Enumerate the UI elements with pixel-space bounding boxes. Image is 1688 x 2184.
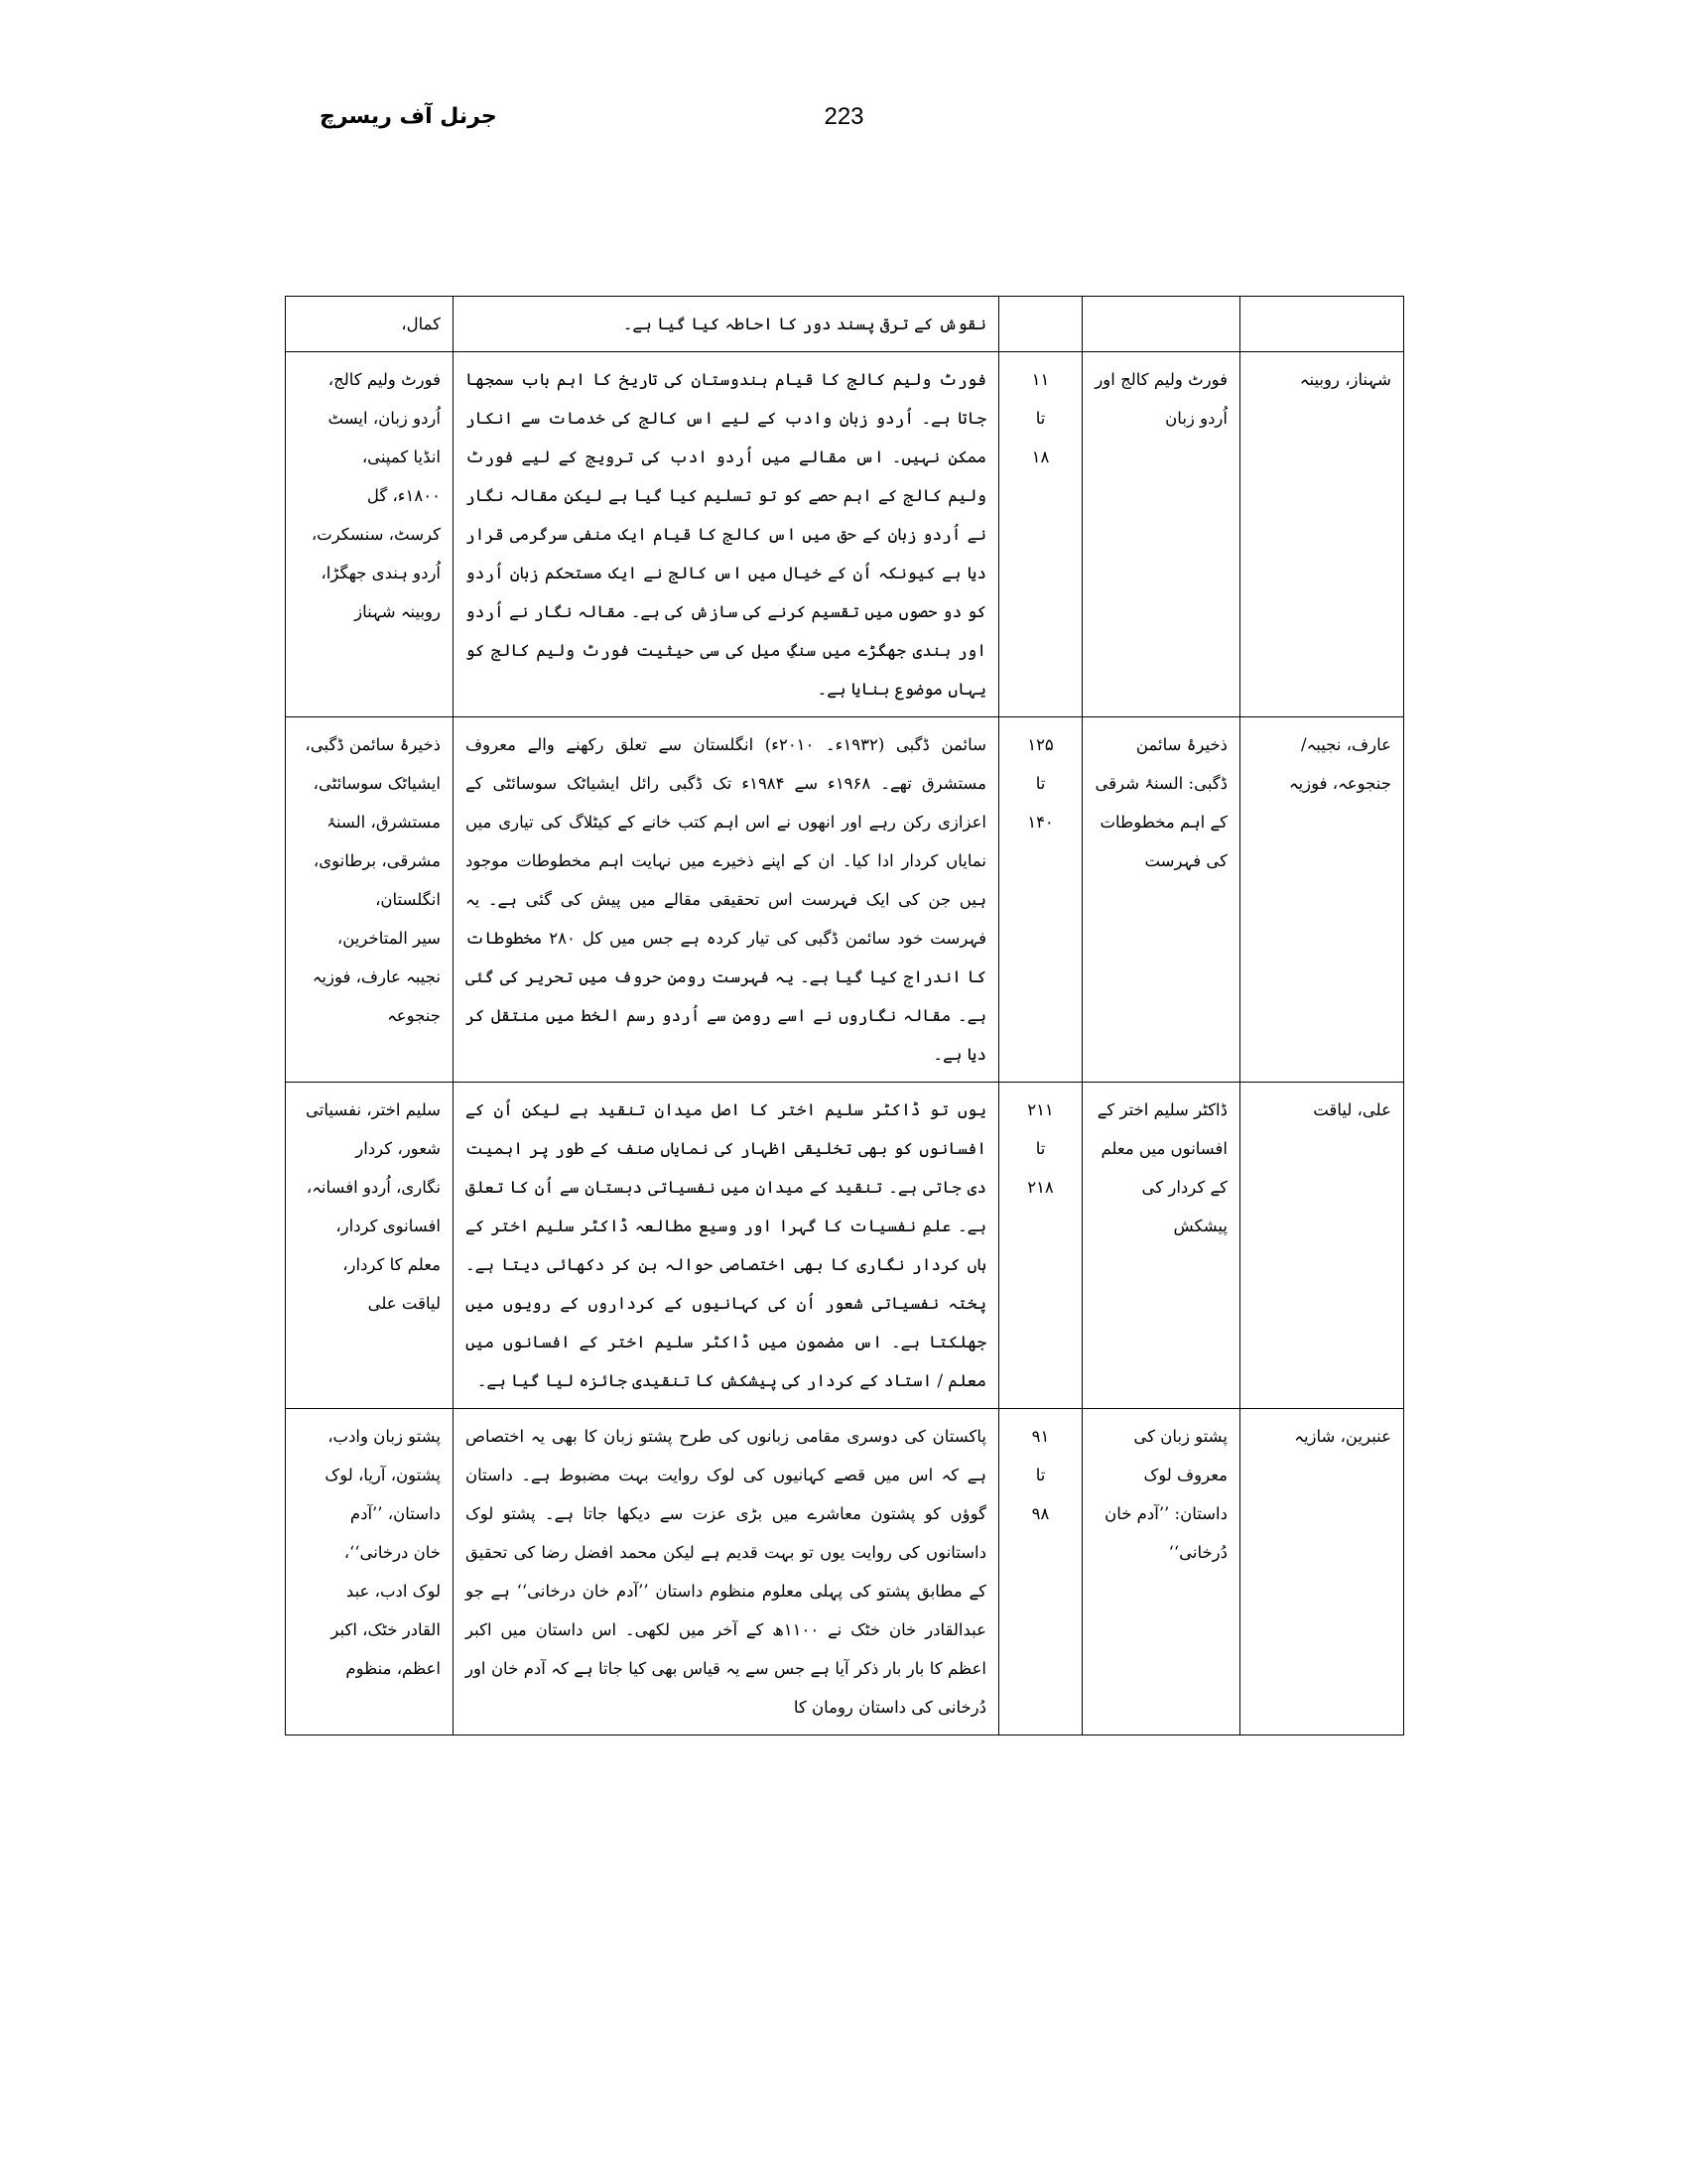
author-cell: علی، لیاقت (1240, 1083, 1404, 1409)
page-range-part: ۱۴۰ (1027, 813, 1054, 832)
pages-cell (999, 717, 1083, 1083)
keyword-line: روبینہ شہناز (354, 602, 441, 621)
keyword-line: لیاقت علی (367, 1294, 441, 1313)
page-range-part: ۲۱۱ (1027, 1100, 1054, 1119)
keyword-line: سیر المتاخرین، (336, 929, 441, 948)
pages-cell (999, 352, 1083, 717)
keyword-line: لوک ادب، عبد (345, 1582, 441, 1601)
keywords-cell (286, 297, 454, 352)
keyword-line: ذخیرۂ سائمن ڈگبی، (305, 735, 441, 754)
keyword-line: معلم کا کردار، (342, 1255, 441, 1274)
page-number: 223 (824, 103, 864, 130)
author-cell: عنبرین، شازیہ (1240, 1409, 1404, 1735)
keywords-cell (286, 352, 454, 717)
keyword-line: کرسٹ، سنسکرت، (311, 525, 441, 544)
abstract-cell: یوں تو ڈاکٹر سلیم اختر کا اصل میدان تنقید ہے لیکن اُن کے افسانوں کو بھی تخلیقی اظہار کی نمایاں صنف کے طور پر اہمیت دی جاتی ہے۔ تنقید کے میدان میں نفسیاتی دبستان سے اُن کا تعلق ہے۔ علمِ نفسیات کا گہرا اور وسیع مطالعہ ڈاکٹر سلیم اختر کے ہاں کردار نگاری کا بھی اختصاصی حوالہ بن کر دکھائی دیتا ہے۔ پختہ نفسیاتی شعور اُن کی کہانیوں کے کرداروں کے رویوں میں جھلکتا ہے۔ اس مضمون میں ڈاکٹر سلیم اختر کے افسانوں میں معلم / استاد کے کردار کی پیشکش کا تنقیدی جائزہ لیا گیا ہے۔ (454, 1083, 999, 1409)
journal-title: جرنل آف ریسرچ (320, 104, 497, 129)
page-range-part: ۱۸ (1031, 448, 1050, 466)
page-range-part: تا (1035, 1139, 1046, 1158)
keyword-line: پشتون، آریا، لوک (325, 1466, 441, 1484)
title-cell: ذخیرۂ سائمن ڈگبی: السنۂ شرقی کے اہم مخطوطات کی فہرست (1083, 717, 1240, 1083)
table-row (286, 297, 1404, 352)
title-cell: پشتو زبان کی معروف لوک داستان: ’’آدم خان دُرخانی‘‘ (1083, 1409, 1240, 1735)
page-range-part: تا (1035, 774, 1046, 793)
keyword-line: جنجوعہ (387, 1006, 441, 1025)
table-body (286, 297, 1404, 1735)
keyword-line: داستان، ’’آدم (349, 1504, 441, 1523)
abstract-cell: پاکستان کی دوسری مقامی زبانوں کی طرح پشتو زبان کا بھی یہ اختصاص ہے کہ اس میں قصے کہانیوں کی لوک روایت بہت مضبوط ہے۔ داستان گوؤں کو پشتون معاشرے میں بڑی عزت سے دیکھا جاتا ہے۔ پشتو لوک داستانوں کی روایت یوں تو بہت قدیم ہے لیکن محمد افضل رضا کی تحقیق کے مطابق پشتو کی پہلی معلوم منظوم داستان ’’آدم خان درخانی‘‘ ہے جو عبدالقادر خان خٹک نے ۱۱۰۰ھ کے آخر میں لکھی۔ اس داستان میں اکبر اعظم کا بار بار ذکر آیا ہے جس سے یہ قیاس بھی کیا جاتا ہے کہ آدم خان اور دُرخانی کی داستان رومان کا (454, 1409, 999, 1735)
keyword-line: انڈیا کمپنی، (361, 448, 441, 466)
page-range-part: تا (1035, 1466, 1046, 1484)
keywords-cell (286, 1409, 454, 1735)
keyword-line: اُردو زبان، ایسٹ (327, 409, 441, 428)
page-range-part: تا (1035, 409, 1046, 428)
keyword-line: نگاری، اُردو افسانہ، (306, 1178, 441, 1197)
title-cell: فورٹ ولیم کالج اور اُردو زبان (1083, 352, 1240, 717)
keyword-line: ایشیاٹک سوسائٹی، (313, 774, 441, 793)
keyword-line: القادر خٹک، اکبر (330, 1620, 441, 1639)
author-cell: عارف، نجیبہ/ جنجوعہ، فوزیہ (1240, 717, 1404, 1083)
pages-cell (999, 297, 1083, 352)
pages-cell (999, 1409, 1083, 1735)
keyword-line: ۱۸۰۰ء، گل (366, 486, 441, 505)
author-cell (1240, 297, 1404, 352)
abstract-cell: سائمن ڈگبی (۱۹۳۲ء۔ ۲۰۱۰ء) انگلستان سے تعلق رکھنے والے معروف مستشرق تھے۔ ۱۹۶۸ء سے ۱۹۸۴ء تک ڈگبی رائل ایشیاٹک سوسائٹی کے اعزازی رکن رہے اور انھوں نے اس اہم کتب خانے کے کیٹلاگ کی تیاری میں نمایاں کردار ادا کیا۔ ان کے اپنے ذخیرے میں نہایت اہم مخطوطات موجود ہیں جن کی ایک فہرست اس تحقیقی مقالے میں پیش کی گئی ہے۔ یہ فہرست خود سائمن ڈگبی کی تیار کردہ ہے جس میں کل ۲۸۰ مخطوطات کا اندراج کیا گیا ہے۔ یہ فہرست رومن حروف میں تحریر کی گئی ہے۔ مقالہ نگاروں نے اسے رومن سے اُردو رسم الخط میں منتقل کر دیا ہے۔ (454, 717, 999, 1083)
keyword-line: خان درخانی‘‘، (343, 1543, 441, 1562)
abstract-cell: نقوش کے ترقی پسند دور کا احاطہ کیا گیا ہے۔ (454, 297, 999, 352)
page-range-part: ۹۱ (1031, 1427, 1050, 1446)
table-row (286, 1409, 1404, 1735)
table-row (286, 1083, 1404, 1409)
page-range-part: ۹۸ (1031, 1504, 1050, 1523)
keyword-line: کمال، (401, 315, 441, 333)
keyword-line: اعظم، منظوم (345, 1659, 441, 1678)
title-cell: ڈاکٹر سلیم اختر کے افسانوں میں معلم کے کردار کی پیشکش (1083, 1083, 1240, 1409)
keyword-line: نجیبہ عارف، فوزیہ (312, 967, 441, 986)
article-index-table (285, 296, 1404, 1735)
keyword-line: شعور، کردار (355, 1139, 441, 1158)
page-range-part: ۱۲۵ (1027, 735, 1054, 754)
page-range-part: ۲۱۸ (1027, 1178, 1054, 1197)
page-range-part: ۱۱ (1031, 370, 1050, 389)
table-row (286, 717, 1404, 1083)
keyword-line: پشتو زبان وادب، (327, 1427, 441, 1446)
keyword-line: افسانوی کردار، (335, 1217, 441, 1235)
pages-cell (999, 1083, 1083, 1409)
keyword-line: اُردو ہندی جھگڑا، (321, 564, 441, 582)
keyword-line: مستشرق، السنۂ (326, 813, 441, 832)
keyword-line: سلیم اختر، نفسیاتی (306, 1100, 441, 1119)
keyword-line: فورٹ ولیم کالج، (327, 370, 441, 389)
abstract-cell: فورٹ ولیم کالج کا قیام ہندوستان کی تاریخ کا اہم باب سمجھا جاتا ہے۔ اُردو زبان وادب کے لیے اس کالج کی خدمات سے انکار ممکن نہیں۔ اس مقالے میں اُردو ادب کی ترویج کے لیے فورٹ ولیم کالج کے اہم حصے کو تو تسلیم کیا گیا ہے لیکن مقالہ نگار نے اُردو زبان کے حق میں اس کالج کا قیام ایک منفی سرگرمی قرار دیا ہے کیونکہ اُن کے خیال میں اس کالج نے ایک مستحکم زبان اُردو کو دو حصوں میں تقسیم کرنے کی سازش کی ہے۔ مقالہ نگار نے اُردو اور ہندی جھگڑے میں سنگِ میل کی سی حیثیت فورٹ ولیم کالج کو یہاں موضوع بنایا ہے۔ (454, 352, 999, 717)
keyword-line: انگلستان، (375, 890, 441, 909)
table-row (286, 352, 1404, 717)
author-cell: شہناز، روبینہ (1240, 352, 1404, 717)
keyword-line: مشرقی، برطانوی، (313, 851, 441, 870)
title-cell (1083, 297, 1240, 352)
keywords-cell (286, 717, 454, 1083)
keywords-cell (286, 1083, 454, 1409)
